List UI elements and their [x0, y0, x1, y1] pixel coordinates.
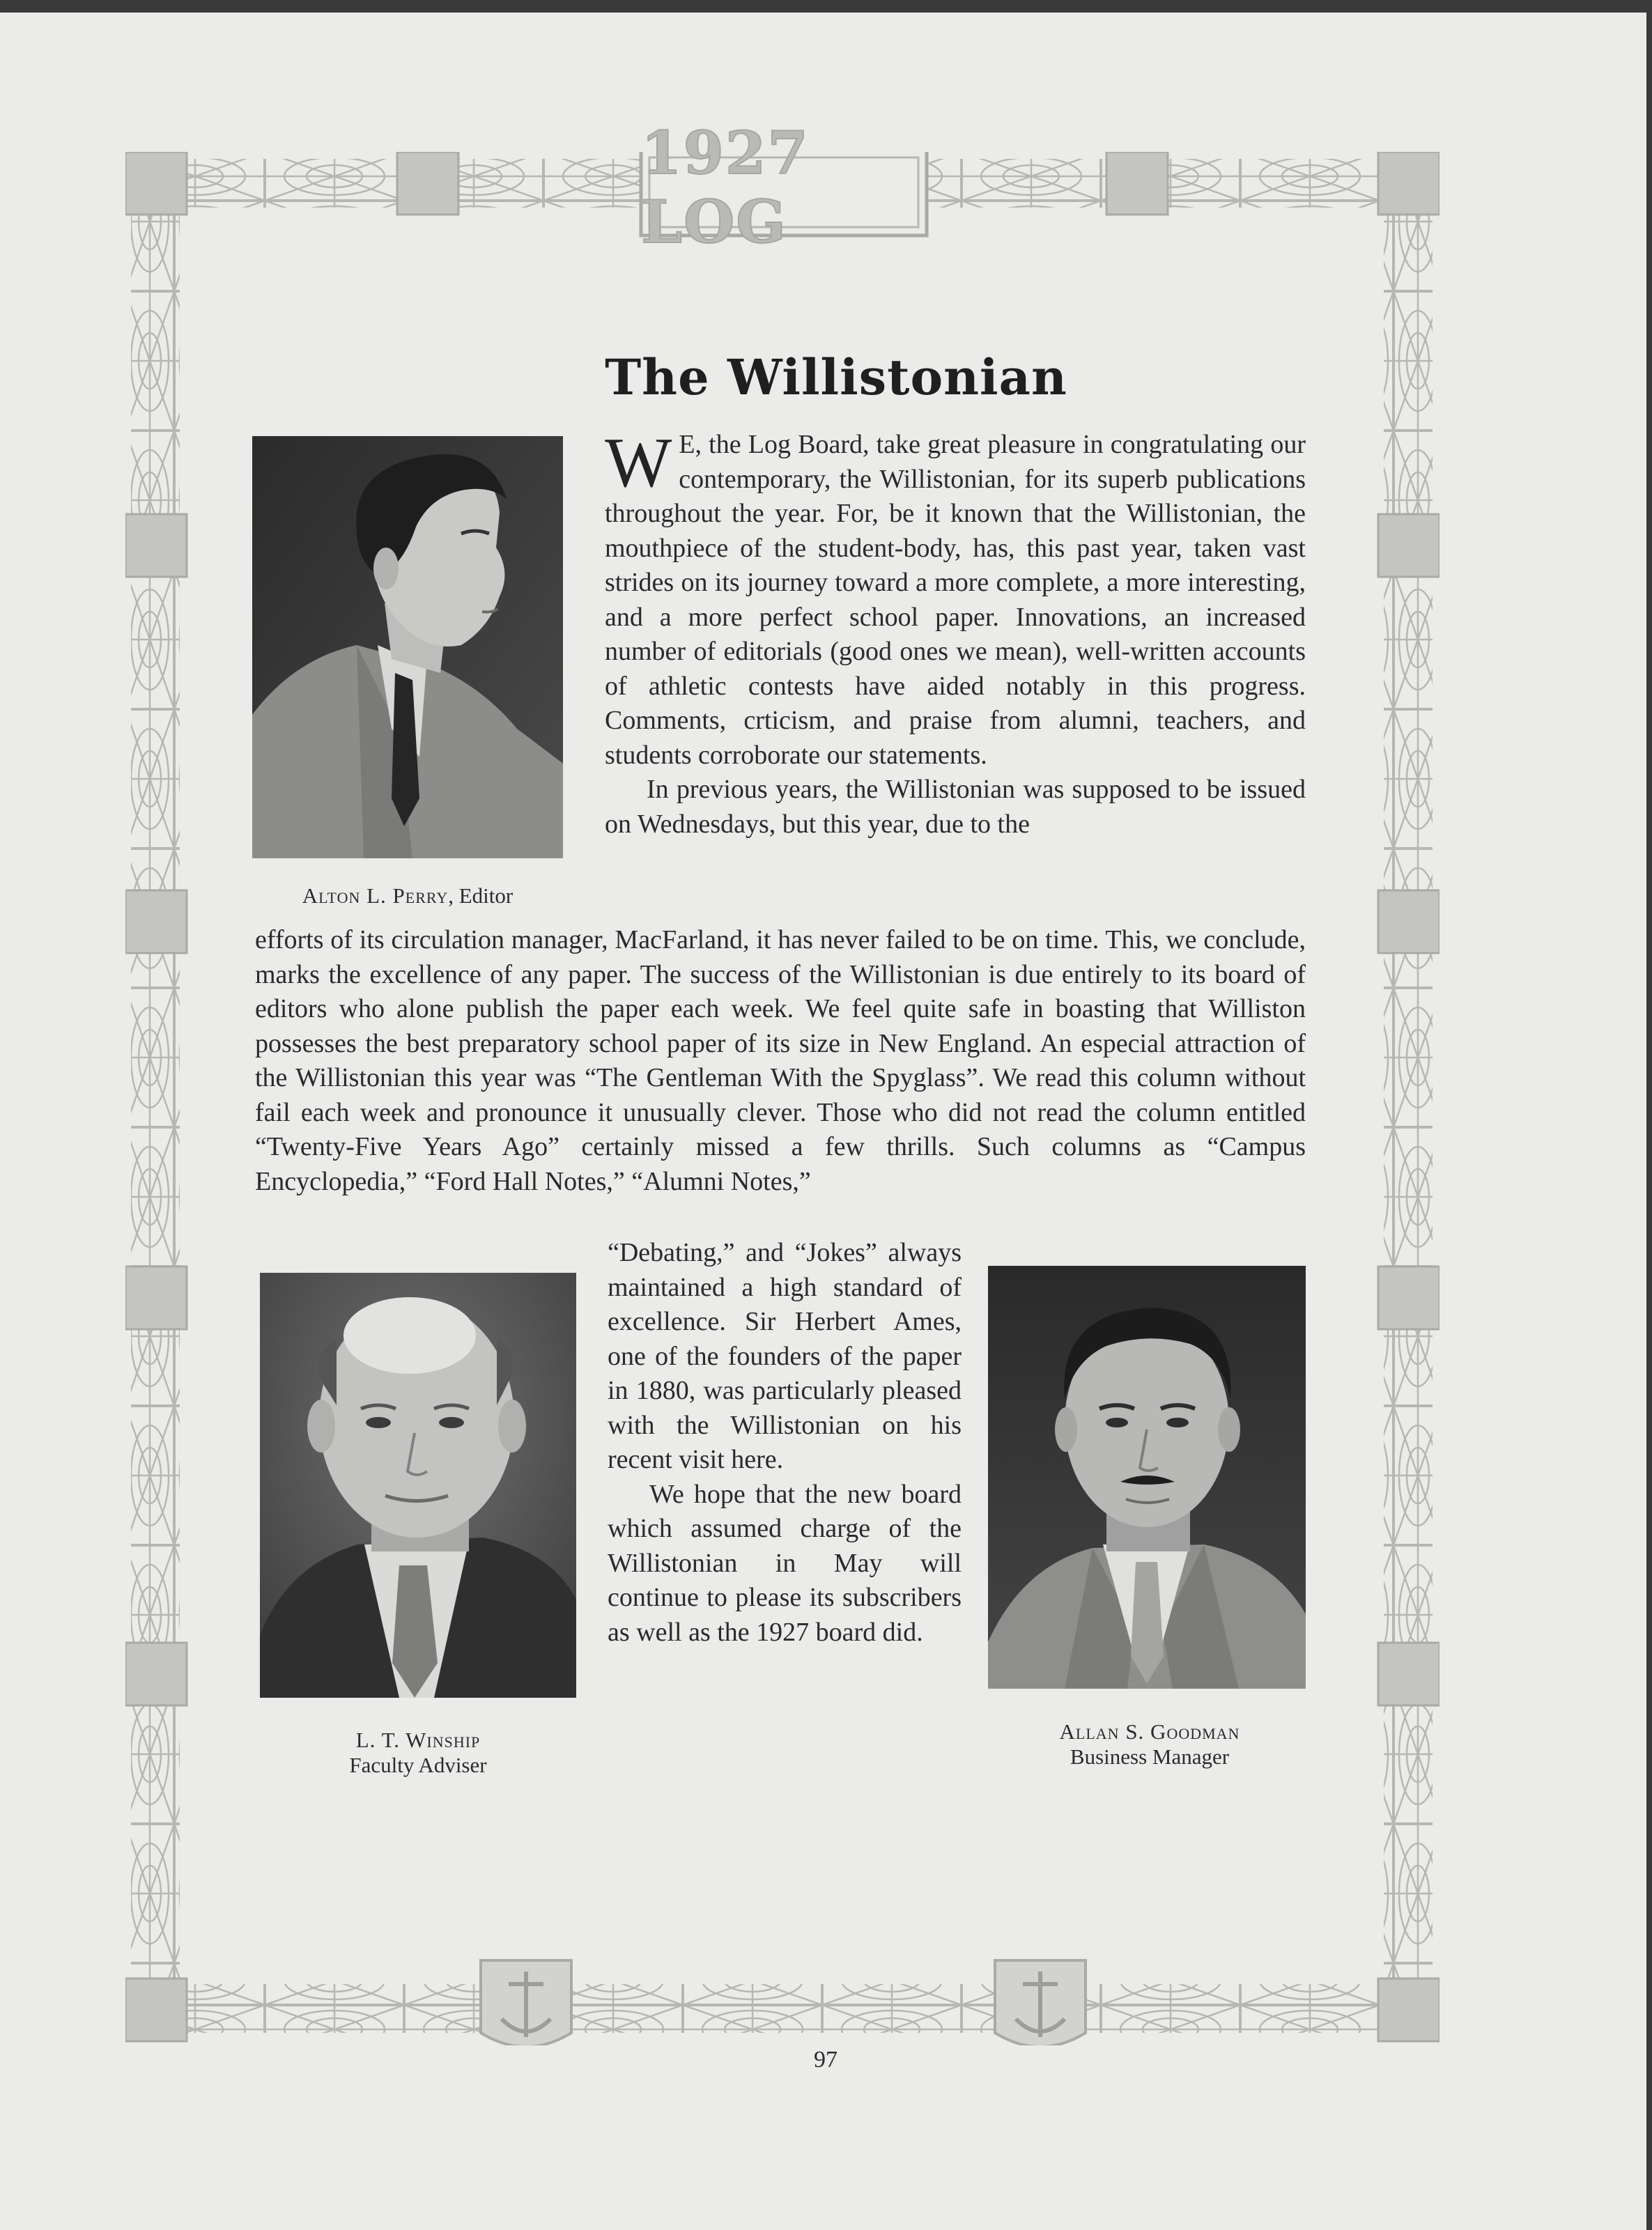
drop-cap: W [605, 424, 672, 502]
caption-allan-goodman [975, 1719, 1324, 1770]
caption-winship-name: L. T. Winship [355, 1728, 481, 1752]
caption-alton-perry [244, 883, 571, 908]
photo-alton-perry [252, 436, 563, 858]
article-paragraph-1: E, the Log Board, take great pleasure in congratulating our contemporary, the Willistonian, for its superb publications throughout the year. For, be it known that the Willistonian, the mouthpiece of the student-body, has, this past year, taken vast strides on its journey toward a more complete, a more interesting, and a more perfect school paper. Innovations, an increased number of editorials (good ones we mean), well-written accounts of athletic contests have aided notably in this progress. Comments, crticism, and praise from alumni, teachers, and students corroborate our statements. [605, 430, 1306, 770]
article-paragraph-2-narrow: “Debating,” and “Jokes” always maintained a high standard of excellence. Sir Herbert Ames, one of the founders of the paper in 1880, was particularly pleased with the Willistonian on his recent visit here. [608, 1238, 962, 1474]
scan-right-edge [1646, 0, 1652, 2230]
page-title: The Willistonian [605, 348, 1067, 406]
caption-lt-winship [265, 1728, 571, 1778]
article-column-top [605, 424, 1306, 842]
scan-top-edge [0, 0, 1652, 13]
article-paragraph-2-start: In previous years, the Willistonian was supposed to be issued on Wednesdays, but this year, due to the [605, 775, 1306, 839]
page-number: 97 [814, 2047, 837, 2073]
header-badge-text: 1927 LOG [641, 118, 810, 256]
caption-perry-name: Alton L. Perry [302, 883, 449, 908]
caption-winship-role: Faculty Adviser [349, 1753, 487, 1777]
photo-allan-goodman [988, 1266, 1306, 1689]
caption-goodman-name: Allan S. Goodman [1059, 1719, 1240, 1744]
yearbook-header-badge [641, 118, 927, 256]
caption-perry-role: , Editor [448, 883, 514, 908]
article-paragraph-2-wide: efforts of its circulation manager, MacFarland, it has never failed to be on time. This, we conclude, marks the excellence of any paper. The success of the Willistonian is due entirely to its board of editors who alone publish the paper each week. We feel quite safe in boasting that Williston possesses the best preparatory school paper of its size in New England. An especial attraction of the Willistonian this year was “The Gentleman With the Spyglass”. We read this column without fail each week and pronounce it unusually clever. Those who did not read the column entitled “Twenty-Five Years Ago” certainly missed a few thrills. Such columns as “Campus Encyclopedia,” “Ford Hall Notes,” “Alumni Notes,” [255, 925, 1306, 1196]
caption-goodman-role: Business Manager [1070, 1744, 1230, 1769]
article-paragraph-3: We hope that the new board which assumed charge of the Willistonian in May will continue to please its subscribers as well as the 1927 board did. [608, 1479, 962, 1647]
article-column-bottom [608, 1236, 962, 1650]
photo-lt-winship [260, 1273, 576, 1698]
